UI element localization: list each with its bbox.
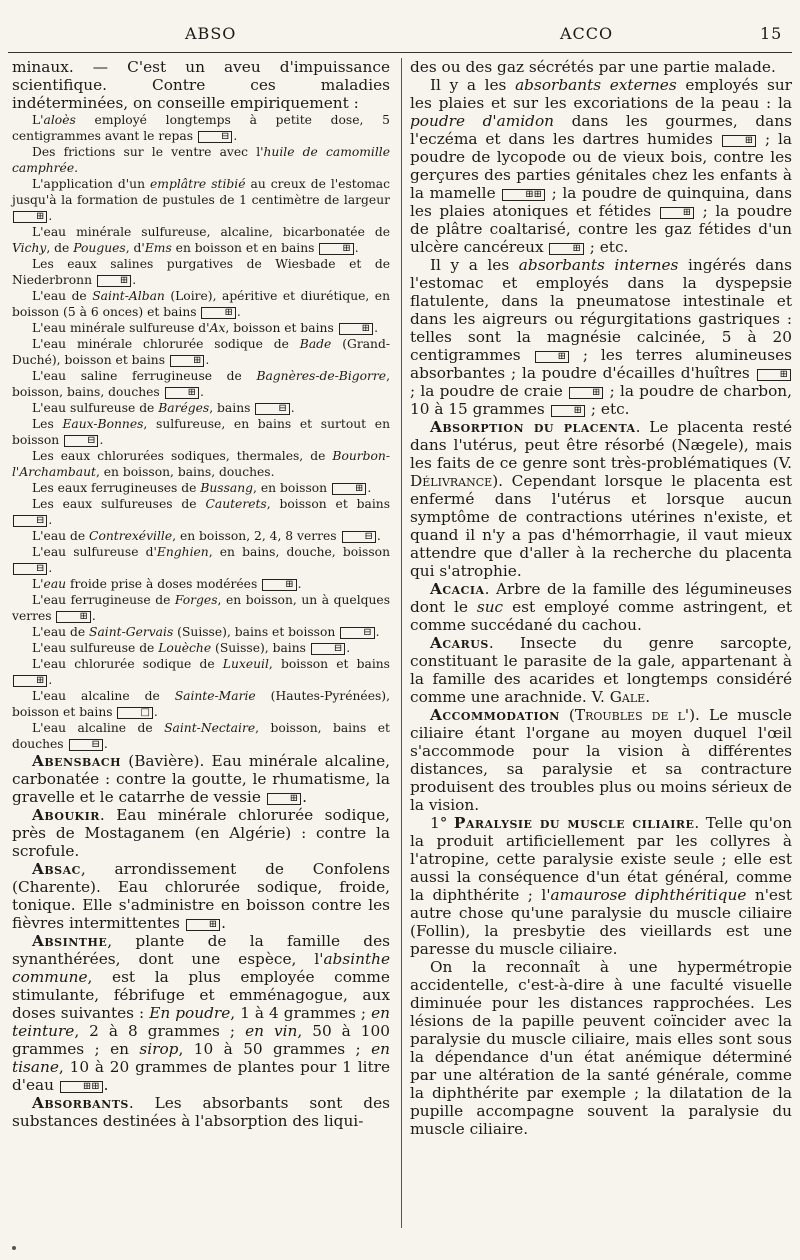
- remedy-rating-icon: ⊞: [319, 243, 353, 255]
- text-run: employés sur les plaies et sur les excoriations de la peau : la: [410, 76, 792, 112]
- text-run: , 10 à 50 grammes ;: [178, 1040, 372, 1058]
- text-run: , en boisson: [253, 481, 332, 495]
- text-run: .: [205, 353, 210, 367]
- remedy-rating-icon: ⊞: [757, 369, 791, 381]
- remedy-rating-icon: ⊞: [170, 355, 204, 367]
- text-run: Pougues: [73, 241, 126, 255]
- text-run: employé longtemps à petite dose, 5 centigrammes avant le repas: [12, 113, 390, 143]
- text-run: Les: [32, 417, 63, 431]
- remedy-rating-icon: ⊟: [13, 563, 47, 575]
- right-column-paragraph: [410, 814, 792, 958]
- text-run: . Eau minérale chlorurée sodique, près de Mostaganem (en Algérie) : contre la scrofule.: [12, 806, 390, 860]
- left-column-paragraph: [12, 256, 390, 288]
- remedy-rating-icon: ⊟: [69, 739, 103, 751]
- remedy-rating-icon: ⊟: [255, 403, 289, 415]
- remedy-rating-icon: ⊞: [267, 793, 301, 805]
- left-column-paragraph: [12, 624, 390, 640]
- text-run: emplâtre stibié: [150, 177, 246, 191]
- left-column-paragraph: [12, 860, 390, 932]
- text-run: L'eau sulfureuse de: [32, 401, 159, 415]
- text-run: On la reconnaît à une hypermétropie accidentelle, c'est-à-dire à une faculté visuelle diminuée pour les distances rapprochées. Les lésions de la papille peuvent coïncider avec la paralysie du muscle ciliaire, mais elles sont sous la dépendance d'un état anémique déterminé par une altération de la santé générale, comme la diphthérite par exemple ; la dilatation de la pupille accompagne souvent la paralysie du muscle ciliaire.: [410, 958, 792, 1138]
- header-rule: [8, 52, 792, 53]
- left-column: [12, 58, 390, 1130]
- text-run: Eaux-Bonnes: [62, 417, 144, 431]
- text-run: .: [221, 914, 227, 932]
- text-run: ; la poudre de craie: [410, 382, 568, 400]
- right-column-paragraph: [410, 58, 792, 76]
- left-column-paragraph: [12, 544, 390, 576]
- text-run: Contrexéville: [89, 529, 173, 543]
- text-run: (Suisse), bains et boisson: [173, 625, 340, 639]
- text-run: .: [367, 481, 372, 495]
- header-center-word: ACCO: [560, 24, 614, 43]
- text-run: ; les terres alumineuses absorbantes ; la poudre d'écailles d'huîtres: [410, 346, 792, 382]
- text-run: Troubles de l': [574, 706, 690, 724]
- entry-headword: Abensbach: [32, 752, 122, 770]
- remedy-rating-icon: ⊞: [56, 611, 90, 623]
- text-run: .: [297, 577, 302, 591]
- text-run: , de: [46, 241, 74, 255]
- text-run: L': [32, 113, 44, 127]
- text-run: .: [354, 241, 359, 255]
- text-run: Ax: [209, 321, 226, 335]
- text-run: ; la poudre de quinquina, dans les plaies atoniques et fétides: [410, 184, 792, 220]
- remedy-rating-icon: ⊞⊞: [60, 1081, 103, 1093]
- page-mark: [12, 1246, 16, 1250]
- text-run: L'eau de: [32, 529, 90, 543]
- text-run: ; la poudre de charbon, 10 à 15 grammes: [410, 382, 793, 418]
- text-run: . Arbre de la famille des légumineuses dont le: [410, 580, 792, 616]
- text-run: . Insecte du genre sarcopte, constituant le parasite de la gale, appartenant à la famille des acarides et longtemps considéré comme une arachnide. V.: [410, 634, 792, 706]
- text-run: .: [48, 673, 53, 687]
- remedy-rating-icon: ⊞: [569, 387, 603, 399]
- text-run: Saint-Gervais: [89, 625, 174, 639]
- remedy-rating-icon: ⊞⊞: [502, 189, 545, 201]
- left-column-paragraph: [12, 592, 390, 624]
- left-column-paragraph: [12, 368, 390, 400]
- text-run: est employé comme astringent, et comme succédané du cachou.: [410, 598, 793, 634]
- header-left-word: ABSO: [185, 24, 237, 43]
- left-column-paragraph: [12, 416, 390, 448]
- text-run: , arrondissement de Confolens (Charente). Eau chlorurée sodique, froide, tonique. Elle s'administre en boisson contre les fièvres intermittentes: [12, 860, 390, 932]
- text-run: amaurose diphthéritique: [550, 886, 747, 904]
- text-run: Ems: [144, 241, 172, 255]
- text-run: (Grand-Duché), boisson et bains: [12, 337, 390, 367]
- text-run: Des frictions sur le ventre avec l': [32, 145, 264, 159]
- text-run: .: [74, 161, 79, 175]
- text-run: Saint-Nectaire: [164, 721, 256, 735]
- text-run: Les eaux ferrugineuses de: [32, 481, 201, 495]
- text-run: , en boisson, bains, douches.: [95, 465, 275, 479]
- text-run: Les eaux chlorurées sodiques, thermales, de: [32, 449, 333, 463]
- text-run: L'eau ferrugineuse de: [32, 593, 175, 607]
- text-run: L'eau chlorurée sodique de: [32, 657, 223, 671]
- text-run: , boisson et bains: [268, 657, 390, 671]
- left-column-paragraph: [12, 1094, 390, 1130]
- text-run: suc: [476, 598, 504, 616]
- remedy-rating-icon: ⊟: [311, 643, 345, 655]
- entry-headword: Aboukir: [32, 806, 100, 824]
- text-run: L'eau minérale sulfureuse d': [32, 321, 210, 335]
- remedy-rating-icon: ⊟: [340, 627, 374, 639]
- text-run: L'eau saline ferrugineuse de: [32, 369, 257, 383]
- text-run: (Bavière). Eau minérale alcaline, carbonatée : contre la goutte, le rhumatisme, la gravelle et le catarrhe de vessie: [12, 752, 390, 806]
- text-run: L'eau alcaline de: [32, 689, 175, 703]
- left-column-paragraph: [12, 448, 390, 480]
- text-run: L'eau minérale sulfureuse, alcaline, bicarbonatée de: [32, 225, 390, 239]
- text-run: Forges: [174, 593, 218, 607]
- remedy-rating-icon: ⊞: [186, 919, 220, 931]
- text-run: , sulfureuse, en bains et surtout en boisson: [12, 417, 390, 447]
- text-run: au creux de l'estomac jusqu'à la formation de pustules de 1 centimètre de largeur: [12, 177, 390, 207]
- left-column-paragraph: [12, 112, 390, 144]
- text-run: Louèche: [158, 641, 212, 655]
- text-run: , d': [125, 241, 145, 255]
- text-run: L': [32, 577, 44, 591]
- left-column-paragraph: [12, 480, 390, 496]
- remedy-rating-icon: ⊞: [722, 135, 756, 147]
- text-run: .: [375, 625, 380, 639]
- remedy-rating-icon: ⊟: [342, 531, 376, 543]
- text-run: , 50 à 100 grammes ; en: [12, 1022, 391, 1058]
- text-run: ; etc.: [584, 238, 629, 256]
- right-column-paragraph: [410, 418, 792, 580]
- text-run: Saint-Alban: [92, 289, 165, 303]
- text-run: en teinture: [12, 1004, 390, 1040]
- text-run: .: [645, 688, 651, 706]
- text-run: .: [153, 705, 158, 719]
- left-column-paragraph: [12, 640, 390, 656]
- text-run: en tisane: [12, 1040, 390, 1076]
- text-run: (Loire), apéritive et diurétique, en boisson (5 à 6 onces) et bains: [12, 289, 390, 319]
- text-run: Bagnères-de-Bigorre: [256, 369, 387, 383]
- text-run: Bussang: [200, 481, 254, 495]
- text-run: Délivrance: [410, 472, 493, 490]
- text-run: minaux. — C'est un aveu d'impuissance scientifique. Contre ces maladies indéterminées, on conseille empiriquement :: [12, 58, 390, 112]
- text-run: (Hautes-Pyrénées), boisson et bains: [12, 689, 391, 719]
- text-run: .: [346, 641, 351, 655]
- text-run: Cauterets: [205, 497, 267, 511]
- entry-headword: Paralysie du muscle ciliaire: [453, 814, 695, 832]
- text-run: absorbants externes: [515, 76, 677, 94]
- page-number: 15: [760, 24, 783, 43]
- text-run: .: [48, 561, 53, 575]
- left-column-paragraph: [12, 58, 390, 112]
- remedy-rating-icon: ⊟: [198, 131, 232, 143]
- text-run: .: [103, 737, 108, 751]
- text-run: . Telle qu'on la produit artificiellement par les collyres à l'atropine, cette paralysie existe seule ; elle est aussi la conséquence d'un état général, comme la diphthérite ; l': [410, 814, 792, 904]
- text-run: ; etc.: [586, 400, 630, 418]
- remedy-rating-icon: ⊞: [551, 405, 585, 417]
- text-run: L'eau sulfureuse de: [32, 641, 159, 655]
- text-run: .: [236, 305, 241, 319]
- left-column-paragraph: [12, 752, 390, 806]
- text-run: 1°: [430, 814, 454, 832]
- text-run: huile de camomille camphrée: [12, 145, 390, 175]
- entry-headword: Acacia: [430, 580, 485, 598]
- entry-headword: Absac: [32, 860, 81, 878]
- left-column-paragraph: [12, 806, 390, 860]
- left-column-paragraph: [12, 688, 390, 720]
- right-column: [410, 58, 792, 1138]
- text-run: ). Le muscle ciliaire étant l'organe au moyen duquel l'œil s'accommode pour la vision à différentes distances, sa paralysie et sa contracture produisent des troubles plus ou moins sérieux de la vision.: [410, 706, 792, 814]
- text-run: des ou des gaz sécrétés par une partie malade.: [410, 58, 776, 76]
- remedy-rating-icon: ⊞: [535, 351, 569, 363]
- remedy-rating-icon: ⊞: [13, 675, 47, 687]
- text-run: dans les gourmes, dans l'eczéma et dans les dartres humides: [410, 112, 792, 148]
- text-run: Il y a les: [430, 76, 516, 94]
- text-run: sirop: [139, 1040, 179, 1058]
- text-run: Les eaux sulfureuses de: [32, 497, 206, 511]
- remedy-rating-icon: □: [117, 707, 152, 719]
- left-column-paragraph: [12, 320, 390, 336]
- text-run: . Les absorbants sont des substances destinées à l'absorption des liqui-: [12, 1094, 390, 1130]
- remedy-rating-icon: ⊞: [660, 207, 694, 219]
- left-column-paragraph: [12, 720, 390, 752]
- text-run: Baréges: [158, 401, 210, 415]
- right-column-paragraph: [410, 76, 792, 256]
- right-column-paragraph: [410, 958, 792, 1138]
- text-run: L'eau alcaline de: [32, 721, 165, 735]
- text-run: Luxeuil: [222, 657, 269, 671]
- left-column-paragraph: [12, 336, 390, 368]
- text-run: L'eau de: [32, 289, 93, 303]
- left-column-paragraph: [12, 400, 390, 416]
- remedy-rating-icon: ⊞: [262, 579, 296, 591]
- text-run: .: [103, 1076, 109, 1094]
- text-run: (Suisse), bains: [211, 641, 310, 655]
- remedy-rating-icon: ⊞: [201, 307, 235, 319]
- entry-headword: Acarus: [430, 634, 489, 652]
- text-run: .: [290, 401, 295, 415]
- text-run: .: [132, 273, 137, 287]
- text-run: .: [91, 609, 96, 623]
- text-run: L'application d'un: [32, 177, 151, 191]
- entry-headword: Absinthe: [32, 932, 108, 950]
- text-run: absorbants internes: [518, 256, 679, 274]
- text-run: L'eau de: [32, 625, 90, 639]
- left-column-paragraph: [12, 576, 390, 592]
- text-run: , boisson, bains et douches: [12, 721, 390, 751]
- text-run: Les eaux salines purgatives de Wiesbade et de Niederbronn: [12, 257, 390, 287]
- text-run: L'eau minérale chlorurée sodique de: [32, 337, 300, 351]
- entry-headword: Absorbants: [32, 1094, 129, 1112]
- left-column-paragraph: [12, 144, 390, 176]
- text-run: (: [559, 706, 575, 724]
- text-run: ). Cependant lorsque le placenta est enfermé dans l'utérus et lorsque aucun symptôme de contractions utérines n'existe, et quand il n'y a pas d'hémorrhagie, il vaut mieux attendre que d'aller à la recherche du placenta qui s'atrophie.: [410, 472, 792, 580]
- text-run: en boisson et en bains: [171, 241, 319, 255]
- left-column-paragraph: [12, 176, 390, 224]
- text-run: .: [233, 129, 238, 143]
- text-run: ingérés dans l'estomac et employés dans la dyspepsie flatulente, dans la pneumatose intestinale et dans les aigreurs ou régurgitations gastriques : telles sont la magnésie calcinée, 5 à 20 centigrammes: [410, 256, 792, 364]
- text-run: , bains: [209, 401, 255, 415]
- text-run: , 1 à 4 grammes ;: [230, 1004, 372, 1022]
- left-column-paragraph: [12, 224, 390, 256]
- right-column-paragraph: [410, 634, 792, 706]
- left-column-paragraph: [12, 932, 390, 1094]
- text-run: , 2 à 8 grammes ;: [74, 1022, 246, 1040]
- text-run: .: [48, 209, 53, 223]
- column-divider: [401, 58, 402, 1228]
- text-run: , plante de la famille des synanthérées, dont une espèce, l': [12, 932, 390, 968]
- remedy-rating-icon: ⊞: [97, 275, 131, 287]
- text-run: froide prise à doses modérées: [66, 577, 262, 591]
- text-run: poudre d'amidon: [410, 112, 555, 130]
- left-column-paragraph: [12, 496, 390, 528]
- remedy-rating-icon: ⊞: [165, 387, 199, 399]
- text-run: .: [48, 513, 53, 527]
- running-header: [0, 24, 800, 50]
- text-run: , boisson, bains, douches: [12, 369, 390, 399]
- text-run: en vin: [245, 1022, 298, 1040]
- text-run: Bade: [299, 337, 332, 351]
- text-run: aloès: [43, 113, 76, 127]
- text-run: Vichy: [12, 241, 47, 255]
- text-run: n'est autre chose qu'une paralysie du muscle ciliaire (Follin), la presbytie des vieillards est une paresse du muscle ciliaire.: [410, 886, 792, 958]
- text-run: eau: [43, 577, 67, 591]
- text-run: .: [374, 321, 378, 335]
- remedy-rating-icon: ⊞: [332, 483, 366, 495]
- entry-headword: Accommodation: [430, 706, 560, 724]
- text-run: . Le placenta resté dans l'utérus, peut être résorbé (Nægele), mais les faits de ce genre sont très-problématiques (V.: [410, 418, 792, 472]
- text-run: Sainte-Marie: [174, 689, 256, 703]
- remedy-rating-icon: ⊟: [13, 515, 47, 527]
- text-run: absinthe commune: [12, 950, 390, 986]
- text-run: Gale: [609, 688, 646, 706]
- text-run: Il y a les: [430, 256, 519, 274]
- text-run: , en boisson, un à quelques verres: [12, 593, 391, 623]
- text-run: Bourbon-l'Archambaut: [12, 449, 390, 479]
- text-run: Enghien: [156, 545, 209, 559]
- text-run: , en boisson, 2, 4, 8 verres: [172, 529, 341, 543]
- text-run: .: [99, 433, 104, 447]
- text-run: .: [302, 788, 308, 806]
- remedy-rating-icon: ⊞: [13, 211, 47, 223]
- right-column-paragraph: [410, 256, 792, 418]
- right-column-paragraph: [410, 706, 792, 814]
- remedy-rating-icon: ⊞: [339, 323, 373, 335]
- right-column-paragraph: [410, 580, 792, 634]
- text-run: , 10 à 20 grammes de plantes pour 1 litre d'eau: [12, 1058, 390, 1094]
- left-column-paragraph: [12, 656, 390, 688]
- remedy-rating-icon: ⊞: [549, 243, 583, 255]
- text-run: , en bains, douche, boisson: [208, 545, 390, 559]
- text-run: L'eau sulfureuse d': [32, 545, 157, 559]
- text-run: .: [376, 529, 381, 543]
- text-run: , est la plus employée comme stimulante, fébrifuge et emménagogue, aux doses suivantes :: [12, 968, 390, 1022]
- left-column-paragraph: [12, 288, 390, 320]
- left-column-paragraph: [12, 528, 390, 544]
- remedy-rating-icon: ⊟: [64, 435, 98, 447]
- text-run: .: [200, 385, 204, 399]
- text-run: ; la poudre de lycopode ou de vieux bois, contre les gerçures des parties génitales chez les enfants à la mamelle: [410, 130, 792, 202]
- text-run: En poudre: [149, 1004, 231, 1022]
- entry-headword: Absorption du placenta: [430, 418, 636, 436]
- text-run: , boisson et bains: [225, 321, 338, 335]
- text-run: , boisson et bains: [266, 497, 391, 511]
- text-run: ; la poudre de plâtre coaltarisé, contre les gaz fétides d'un ulcère cancéreux: [410, 202, 793, 256]
